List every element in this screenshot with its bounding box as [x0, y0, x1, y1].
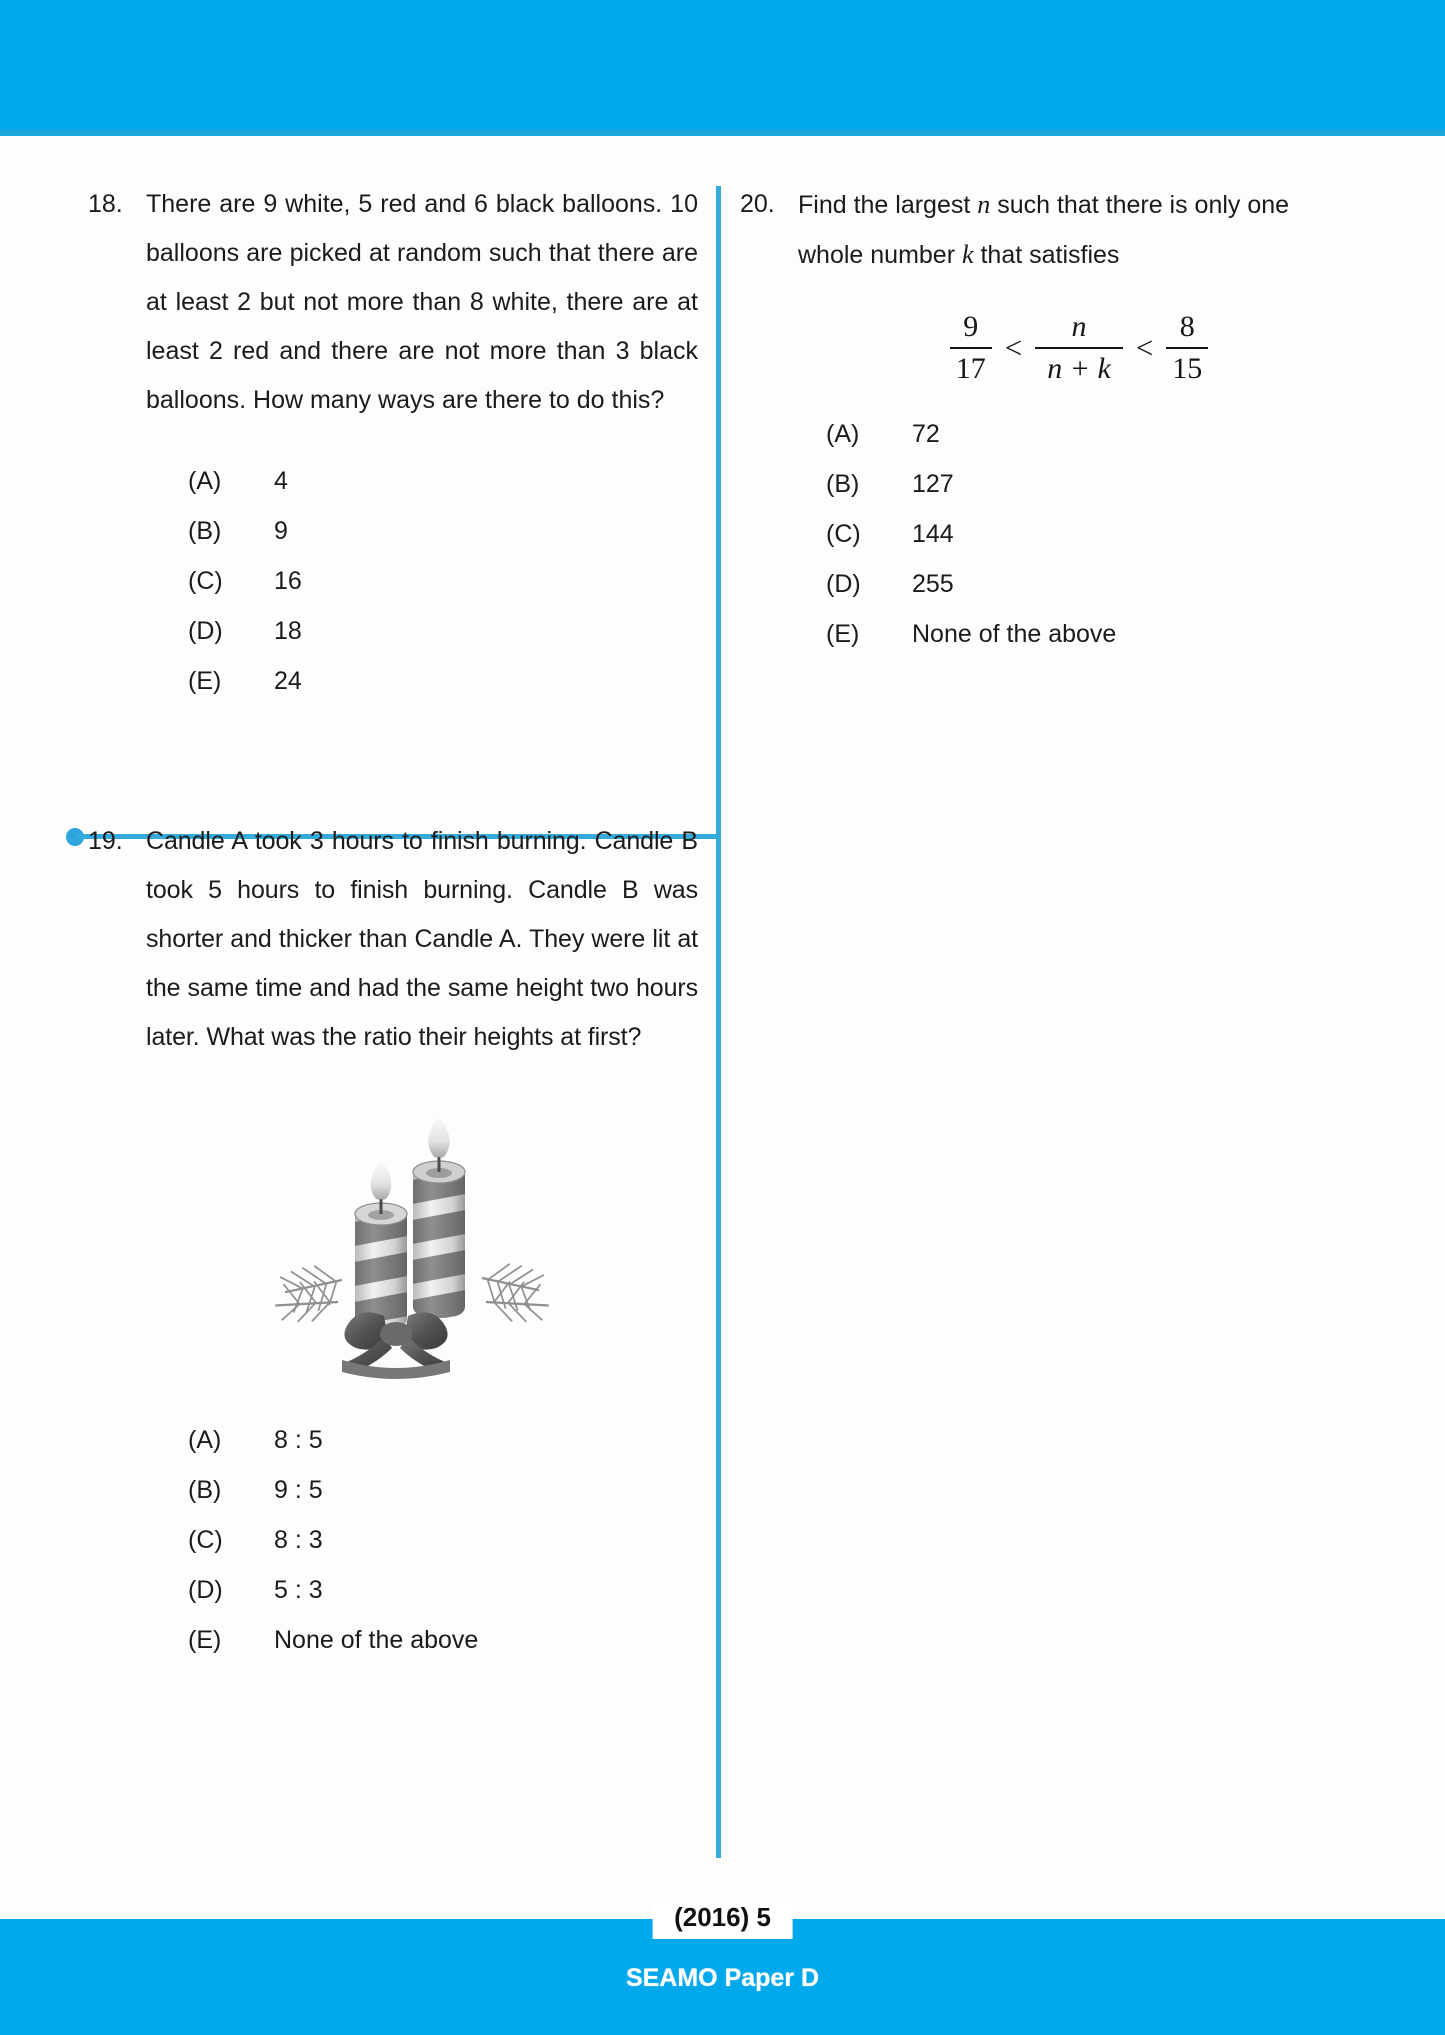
right-column [740, 180, 1360, 670]
option-value: 8 : 5 [274, 1426, 323, 1454]
option-letter: (B) [826, 470, 860, 498]
fraction-left-denominator: 17 [955, 352, 986, 385]
question-18-text: There are 9 white, 5 red and 6 black balloons. 10 balloons are picked at random such that there are at least 2 but not more than 8 white, there are at least 2 red and there are not more than 3 black balloons. How many ways are there to do this? [146, 190, 698, 414]
question-19 [88, 817, 698, 1676]
question-20-number: 20. [740, 190, 775, 218]
option-value: 24 [274, 667, 302, 695]
question-20-text-part-1: Find the largest [798, 191, 971, 219]
option-row[interactable] [188, 1626, 698, 1676]
option-letter: (E) [188, 667, 222, 695]
option-letter: (C) [188, 567, 223, 595]
page-number-tab: (2016) 5 [652, 1898, 793, 1939]
option-value: 8 : 3 [274, 1526, 323, 1554]
option-value: 9 : 5 [274, 1476, 323, 1504]
option-row[interactable] [188, 617, 698, 667]
question-20-text-part-3: that satisfies [980, 241, 1120, 269]
less-than-operator-2: < [1135, 330, 1154, 365]
option-letter: (B) [188, 517, 222, 545]
option-row[interactable] [188, 467, 698, 517]
fraction-bar [950, 347, 992, 349]
option-letter: (A) [826, 420, 860, 448]
fraction-middle-denominator: n + k [1047, 352, 1111, 385]
option-row[interactable] [188, 1576, 698, 1626]
question-20-text-part-2: such that there is only one whole number [798, 191, 1290, 269]
question-20-options [798, 420, 1360, 670]
header-blue-band [0, 0, 1445, 136]
question-18-number: 18. [88, 190, 123, 218]
option-letter: (D) [188, 1576, 223, 1604]
variable-k: k [961, 240, 974, 269]
left-column [88, 180, 698, 1676]
option-value: 4 [274, 467, 288, 495]
inequality-formula [798, 310, 1360, 386]
ribbon-bow [342, 1312, 450, 1379]
question-19-number: 19. [88, 827, 123, 855]
fraction-bar [1035, 347, 1123, 349]
option-value: 18 [274, 617, 302, 645]
short-candle [344, 1160, 418, 1330]
option-letter: (D) [826, 570, 861, 598]
question-19-options [146, 1426, 698, 1676]
fraction-bar [1166, 347, 1208, 349]
option-letter: (C) [188, 1526, 223, 1554]
option-letter: (D) [188, 617, 223, 645]
header-band-edge [0, 129, 1445, 136]
option-value: 255 [912, 570, 954, 598]
less-than-operator-1: < [1004, 330, 1023, 365]
tall-candle [402, 1116, 476, 1326]
option-letter: (A) [188, 467, 222, 495]
option-row[interactable] [826, 520, 1360, 570]
option-row-clipped[interactable] [188, 667, 698, 699]
fraction-left-numerator: 9 [963, 310, 979, 343]
option-letter: (E) [188, 1626, 222, 1654]
option-letter: (E) [826, 620, 860, 648]
question-20-body [798, 180, 1360, 670]
option-value: 144 [912, 520, 954, 548]
option-value: 127 [912, 470, 954, 498]
question-18 [88, 180, 698, 699]
option-row[interactable] [188, 1526, 698, 1576]
variable-n: n [977, 190, 991, 219]
option-letter: (B) [188, 1476, 222, 1504]
option-row[interactable] [826, 620, 1360, 670]
option-value: 9 [274, 517, 288, 545]
candles-illustration-icon [272, 1110, 572, 1380]
option-row[interactable] [188, 1426, 698, 1476]
fraction-right [1166, 310, 1208, 386]
option-row[interactable] [826, 420, 1360, 470]
option-row[interactable] [826, 570, 1360, 620]
candles-figure [146, 1110, 698, 1380]
option-value: 72 [912, 420, 940, 448]
option-value: 5 : 3 [274, 1576, 323, 1604]
fraction-middle-numerator: n [1071, 310, 1087, 343]
option-letter: (A) [188, 1426, 222, 1454]
option-value: 16 [274, 567, 302, 595]
fraction-right-numerator: 8 [1179, 310, 1195, 343]
question-19-text: Candle A took 3 hours to finish burning. Candle B took 5 hours to finish burning. Candle B was shorter and thicker than Candle A. They were lit at the same time and had the same height two hours later. What was the ratio their heights at first? [146, 827, 698, 1051]
fraction-right-denominator: 15 [1172, 352, 1203, 385]
question-20-text [798, 180, 1360, 280]
question-19-body [146, 817, 698, 1676]
question-18-body [146, 180, 698, 699]
option-row[interactable] [188, 1476, 698, 1526]
fraction-middle [1035, 310, 1123, 386]
option-value: None of the above [912, 620, 1117, 648]
fraction-left [950, 310, 992, 386]
option-value: None of the above [274, 1626, 479, 1654]
question-18-options [146, 467, 698, 699]
column-divider [716, 186, 721, 1858]
option-row[interactable] [826, 470, 1360, 520]
footer-paper-title: SEAMO Paper D [625, 1964, 820, 1992]
option-letter: (C) [826, 520, 861, 548]
question-20 [740, 180, 1360, 670]
option-row[interactable] [188, 567, 698, 617]
option-row[interactable] [188, 517, 698, 567]
